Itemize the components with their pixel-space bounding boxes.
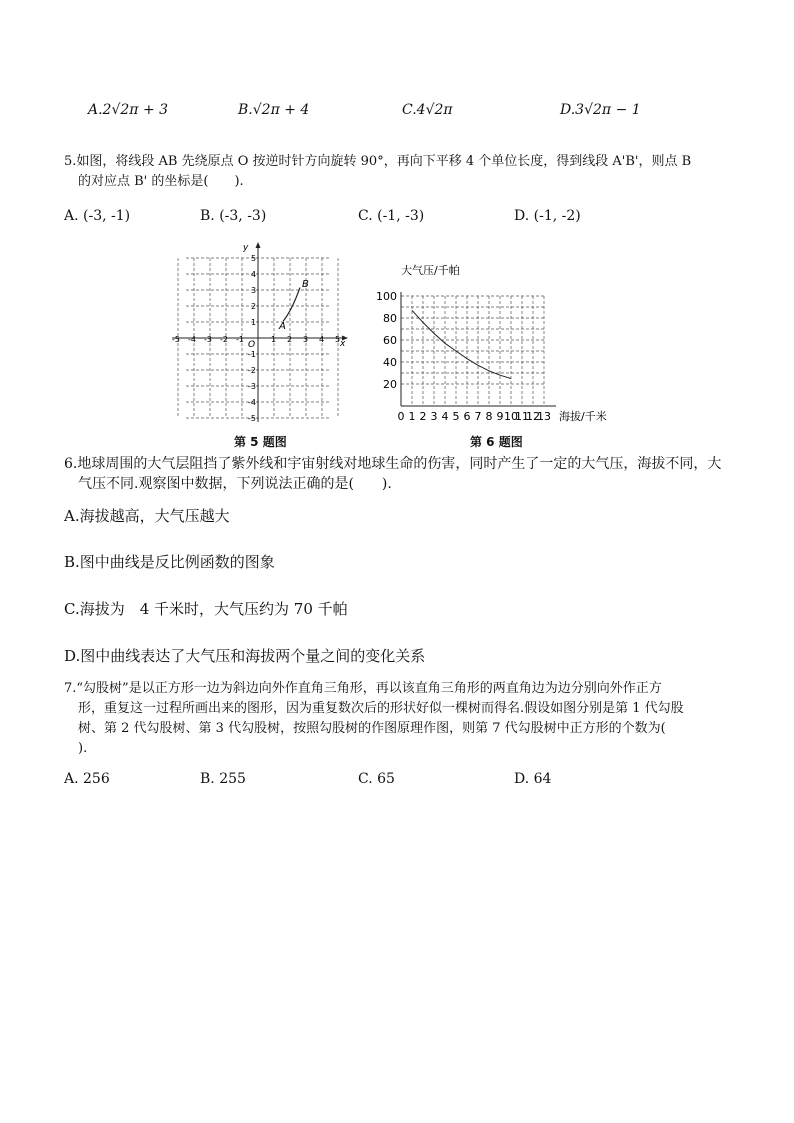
segment-ab xyxy=(283,288,300,322)
q5-option-c: C. (-1, -3) xyxy=(358,208,425,224)
q7-stem-line4: ). xyxy=(78,741,88,756)
fig6-x-tick-label: 12 xyxy=(526,410,540,423)
fig6-y-axis-title: 大气压/千帕 xyxy=(401,264,460,277)
q5-option-d: D. (-1, -2) xyxy=(514,208,581,224)
q6-option-c: C.海拔为 4 千米时，大气压约为 70 千帕 xyxy=(64,600,348,618)
fig5-caption: 第 5 题图 xyxy=(234,435,287,449)
q6-stem-line2: 气压不同.观察图中数据，下列说法正确的是( ). xyxy=(78,476,392,492)
fig5-y-tick-label: 5 xyxy=(251,254,257,263)
fig6-x-tick-label: 6 xyxy=(463,410,471,423)
fig6-x-tick-label: 4 xyxy=(441,410,449,423)
fig5-x-tick-label: 4 xyxy=(319,335,325,344)
q6-option-d: D.图中曲线表达了大气压和海拔两个量之间的变化关系 xyxy=(64,647,426,665)
q4-option-a: A.2√2π + 3 xyxy=(88,102,169,118)
q6-stem-line1: 6.地球周围的大气层阻挡了紫外线和宇宙射线对地球生命的伤害，同时产生了一定的大气压，海拔不同，大 xyxy=(64,456,722,472)
q5-stem-line2: 的对应点 B' 的坐标是( ). xyxy=(78,174,244,189)
q6-option-b: B.图中曲线是反比例函数的图象 xyxy=(64,553,275,571)
fig6-x-tick-label: 9 xyxy=(496,410,504,423)
q4-option-c: C.4√2π xyxy=(402,102,453,118)
q7-option-a: A. 256 xyxy=(64,771,110,787)
fig5-x-tick-label: -4 xyxy=(188,335,196,344)
q7-stem-line2: 形，重复这一过程所画出来的图形，因为重复数次后的形状好似一棵树而得名.假设如图分别是第 1 代勾股 xyxy=(78,701,684,716)
fig6-y-tick-label: 80 xyxy=(383,312,397,325)
fig5-x-tick-label: 3 xyxy=(303,335,309,344)
origin-label: O xyxy=(248,340,256,350)
point-a-label: A xyxy=(279,321,286,332)
q7-option-c: C. 65 xyxy=(358,771,395,787)
fig6-x-tick-label: 5 xyxy=(452,410,460,423)
fig5-y-tick-label: 3 xyxy=(251,286,257,295)
q7-stem-line1: 7.“勾股树”是以正方形一边为斜边向外作直角三角形，再以该直角三角形的两直角边为边分别向外作正方 xyxy=(64,681,662,696)
fig5-y-tick-label: -1 xyxy=(248,350,256,359)
fig6-y-tick-label: 100 xyxy=(376,290,397,303)
fig6-x-tick-label: 11 xyxy=(515,410,529,423)
fig5-y-tick-label: 2 xyxy=(251,302,257,311)
fig5-x-tick-label: 1 xyxy=(271,335,277,344)
q5-stem-line1: 5.如图，将线段 AB 先绕原点 O 按逆时针方向旋转 90°，再向下平移 4 个单位长度，得到线段 A'B'，则点 B xyxy=(64,154,692,169)
fig6-x-tick-label: 8 xyxy=(485,410,493,423)
x-axis-label: x xyxy=(340,339,346,349)
q7-option-b: B. 255 xyxy=(200,771,246,787)
point-b-label: B xyxy=(302,279,309,290)
fig6-caption: 第 6 题图 xyxy=(470,435,523,449)
fig5-x-tick-label: -1 xyxy=(236,335,244,344)
fig6-x-axis-title: 海拔/千米 xyxy=(559,410,607,423)
q5-coordinate-figure xyxy=(168,238,350,426)
fig5-x-tick-label: 5 xyxy=(335,335,341,344)
fig5-x-tick-label: -5 xyxy=(172,335,180,344)
q6-option-a: A.海拔越高，大气压越大 xyxy=(64,507,230,525)
q4-option-b: B.√2π + 4 xyxy=(238,102,310,118)
q5-option-a: A. (-3, -1) xyxy=(64,208,131,224)
pressure-curve xyxy=(412,310,511,378)
fig6-y-tick-label: 40 xyxy=(383,356,397,369)
q7-stem-line3: 树、第 2 代勾股树、第 3 代勾股树，按照勾股树的作图原理作图，则第 7 代勾股树中正方形的个数为( xyxy=(78,721,666,736)
y-axis-label: y xyxy=(243,243,249,253)
fig5-x-tick-label: -3 xyxy=(204,335,212,344)
fig5-y-tick-label: -3 xyxy=(248,382,256,391)
q6-pressure-chart xyxy=(370,258,620,424)
fig5-y-tick-label: -5 xyxy=(248,414,256,423)
fig5-y-tick-label: -4 xyxy=(248,398,256,407)
fig5-y-tick-label: -2 xyxy=(248,366,256,375)
fig6-y-tick-label: 60 xyxy=(383,334,397,347)
fig6-x-tick-label: 3 xyxy=(430,410,438,423)
fig6-x-tick-label: 7 xyxy=(474,410,482,423)
fig5-y-tick-label: 1 xyxy=(251,318,257,327)
fig5-x-tick-labels xyxy=(172,335,340,344)
fig6-x-tick-label: 0 xyxy=(397,410,405,423)
fig6-grid xyxy=(401,296,544,406)
fig6-x-tick-label: 2 xyxy=(419,410,427,423)
q7-option-d: D. 64 xyxy=(514,771,552,787)
fig6-y-tick-label: 20 xyxy=(383,378,397,391)
fig5-x-tick-label: -2 xyxy=(220,335,228,344)
fig5-y-tick-label: 4 xyxy=(251,270,257,279)
fig5-y-arrow xyxy=(256,242,261,248)
fig5-x-tick-label: 2 xyxy=(287,335,293,344)
q5-option-b: B. (-3, -3) xyxy=(200,208,267,224)
fig6-x-tick-label: 1 xyxy=(408,410,416,423)
q4-option-d: D.3√2π − 1 xyxy=(560,102,641,118)
fig6-x-tick-label: 10 xyxy=(504,410,518,423)
fig6-x-tick-label: 13 xyxy=(537,410,551,423)
